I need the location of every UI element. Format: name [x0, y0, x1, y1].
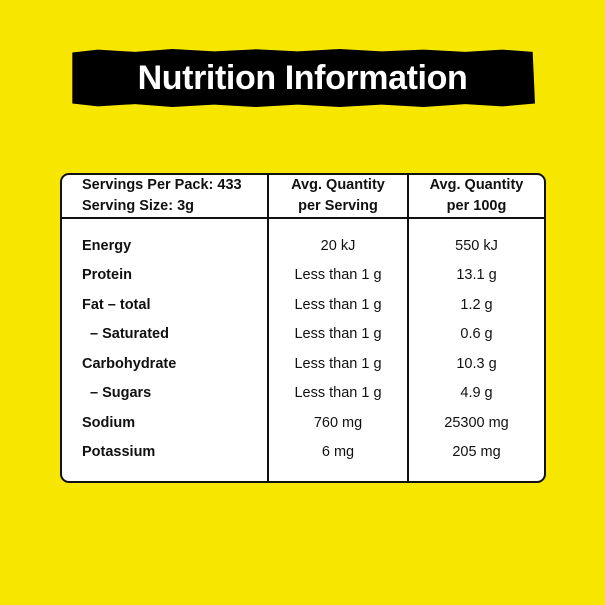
- nutrient-label: Sodium: [82, 414, 136, 431]
- nutrient-per-100g: 0.6 g: [408, 320, 544, 350]
- table-row: [62, 408, 544, 438]
- table-header-row: [62, 175, 544, 218]
- nutrient-per-serving: Less than 1 g: [268, 379, 408, 409]
- header-per-100g: [408, 175, 544, 218]
- title-banner: [70, 49, 535, 107]
- header-per-100g-line2: per 100g: [446, 198, 507, 215]
- header-per-serving-line2: per Serving: [298, 198, 378, 215]
- nutrient-per-100g: 25300 mg: [408, 408, 544, 438]
- nutrient-label: Fat – total: [82, 296, 151, 313]
- nutrition-panel: [60, 173, 546, 483]
- nutrient-label: – Sugars: [90, 385, 152, 402]
- header-per-100g-line1: Avg. Quantity: [429, 177, 524, 193]
- nutrient-per-serving: Less than 1 g: [268, 349, 408, 379]
- nutrient-per-serving: Less than 1 g: [268, 320, 408, 350]
- nutrient-per-100g: 4.9 g: [408, 379, 544, 409]
- header-per-serving: [268, 175, 408, 218]
- nutrient-per-100g: 205 mg: [408, 438, 544, 482]
- nutrition-table: [62, 175, 544, 481]
- nutrient-per-serving: Less than 1 g: [268, 290, 408, 320]
- nutrient-label: Protein: [82, 267, 132, 284]
- nutrient-per-100g: 1.2 g: [408, 290, 544, 320]
- table-row: [62, 320, 544, 350]
- nutrient-label: Energy: [82, 237, 132, 254]
- nutrient-label: – Saturated: [90, 326, 169, 343]
- nutrient-label: Carbohydrate: [82, 355, 177, 372]
- table-row: [62, 379, 544, 409]
- nutrient-per-serving: 760 mg: [268, 408, 408, 438]
- table-row: [62, 349, 544, 379]
- servings-per-pack: Servings Per Pack: 433: [82, 177, 242, 193]
- page-title: Nutrition Information: [137, 59, 468, 97]
- nutrient-per-100g: 13.1 g: [408, 261, 544, 291]
- table-row: [62, 261, 544, 291]
- nutrient-per-serving: 20 kJ: [268, 218, 408, 261]
- serving-info-cell: [62, 175, 268, 218]
- nutrient-label: Potassium: [82, 444, 156, 461]
- nutrient-per-serving: Less than 1 g: [268, 261, 408, 291]
- table-row: [62, 218, 544, 261]
- table-row: [62, 438, 544, 482]
- nutrient-per-100g: 10.3 g: [408, 349, 544, 379]
- header-per-serving-line1: Avg. Quantity: [291, 177, 385, 193]
- table-row: [62, 290, 544, 320]
- nutrient-per-serving: 6 mg: [268, 438, 408, 482]
- nutrient-per-100g: 550 kJ: [408, 218, 544, 261]
- serving-size: Serving Size: 3g: [82, 198, 195, 215]
